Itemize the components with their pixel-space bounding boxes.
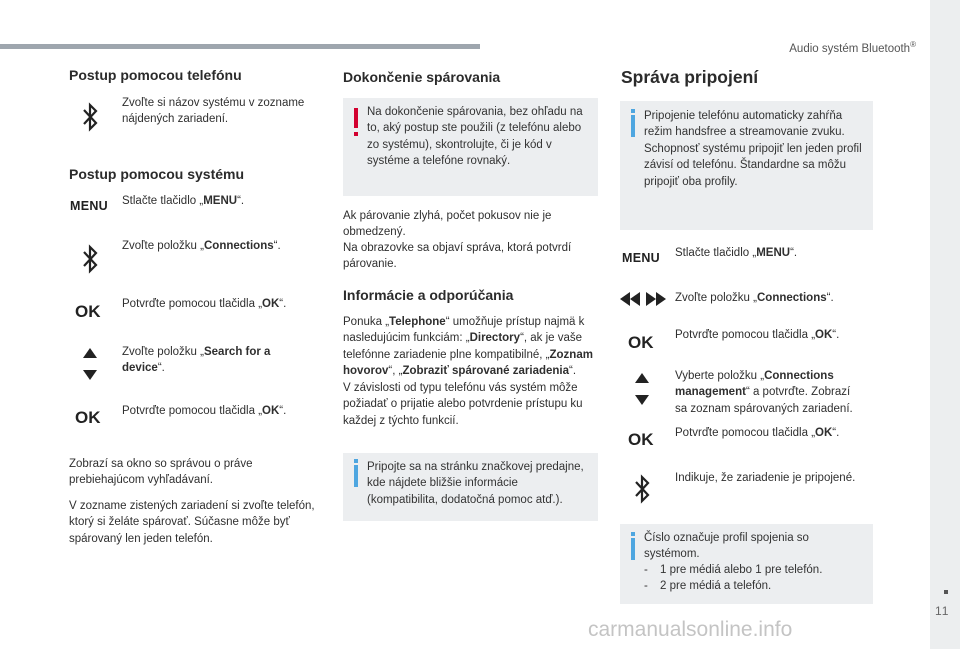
- bluetooth-icon: [82, 102, 98, 132]
- telephone-menu-text: Ponuka „Telephone“ umožňuje prístup najmä k nasledujúcim funkciám: „Directory“, ak je vaše telefónne zariadenie plne kompatibilné, „Zoznam hovorov“, „Zobraziť spárované zariadenia“.: [343, 316, 593, 378]
- manage-step-6: Indikuje, že zariadenie je pripojené.: [675, 472, 856, 484]
- warning-box: [343, 98, 598, 196]
- page-number: 11: [935, 604, 950, 618]
- manage-step-2: Zvoľte položku „Connections“.: [675, 292, 834, 304]
- dealer-note-text: Pripojte sa na stránku značkovej predajne, kde nájdete bližšie informácie (kompatibilita, dodatočná pomoc atď.).: [367, 461, 584, 506]
- searching-text: Zobrazí sa okno so správou o práve prebiehajúcom vyhľadávaní.: [69, 458, 253, 487]
- manage-step-4: Vyberte položku „Connections management“ a potvrďte. Zobrazí sa zoznam spárovaných zariadení.: [675, 370, 853, 415]
- ok-button-icon: OK: [75, 302, 101, 321]
- manage-step-1: Stlačte tlačidlo „MENU“.: [675, 247, 798, 259]
- system-procedure-heading: Postup pomocou systému: [69, 166, 245, 182]
- system-step-3: Potvrďte pomocou tlačidla „OK“.: [122, 298, 287, 310]
- warning-icon: [354, 108, 358, 128]
- note-box: [620, 101, 873, 230]
- system-step-4: Zvoľte položku „Search for a device“.: [122, 346, 271, 375]
- select-phone-text: V zozname zistených zariadení si zvoľte telefón, ktorý si želáte spárovať. Súčasne môže byť spárovaný len jeden telefón.: [69, 500, 315, 545]
- manage-step-3: Potvrďte pomocou tlačidla „OK“.: [675, 329, 840, 341]
- warning-text: Na dokončenie spárovania, bez ohľadu na to, aký postup ste použili (z telefónu alebo zo systému), skontrolujte, či je kód v systéme a telefóne rovnaký.: [367, 106, 583, 168]
- info-icon: [631, 538, 635, 560]
- system-step-5: Potvrďte pomocou tlačidla „OK“.: [122, 405, 287, 417]
- watermark: carmanualsonline.info: [588, 618, 793, 641]
- info-icon: [631, 115, 635, 137]
- profile-item-1: 1 pre médiá alebo 1 pre telefón.: [660, 564, 823, 576]
- info-recommendations-heading: Informácie a odporúčania: [343, 287, 514, 303]
- ok-button-icon: OK: [628, 333, 654, 352]
- manage-step-5: Potvrďte pomocou tlačidla „OK“.: [675, 427, 840, 439]
- left-right-arrows-icon: [620, 292, 666, 306]
- top-rule: [0, 44, 480, 49]
- system-step-2: Zvoľte položku „Connections“.: [122, 240, 281, 252]
- connection-management-heading: Správa pripojení: [621, 67, 759, 87]
- ok-button-icon: OK: [75, 408, 101, 427]
- pairing-failed-text: Ak párovanie zlyhá, počet pokusov nie je obmedzený.: [343, 210, 552, 239]
- note-box: [343, 453, 598, 521]
- pairing-completion-heading: Dokončenie spárovania: [343, 69, 501, 85]
- profile-number-intro: Číslo označuje profil spojenia so systémom.: [644, 532, 809, 561]
- bluetooth-icon: [82, 244, 98, 274]
- profile-item-2: 2 pre médiá a telefón.: [660, 580, 772, 592]
- list-dash: -: [644, 564, 648, 576]
- page-side-strip: [930, 0, 960, 649]
- note-box: [620, 524, 873, 604]
- running-header: Audio systém Bluetooth®: [789, 40, 916, 55]
- pairing-confirm-text: Na obrazovke sa objaví správa, ktorá potvrdí párovanie.: [343, 242, 572, 271]
- profiles-note-text: Pripojenie telefónu automaticky zahŕňa režim handsfree a streamovanie zvuku. Schopnosť systému pripojiť len jeden profil závisí od telefónu. Štandardne sa môžu pripojiť oba profily.: [644, 110, 862, 188]
- phone-type-text: V závislosti od typu telefónu vás systém môže požiadať o prijatie alebo potvrdenie prístupu ku každej z týchto funkcií.: [343, 382, 583, 427]
- up-down-arrows-icon: [634, 373, 650, 407]
- bluetooth-icon: [634, 474, 650, 504]
- phone-procedure-heading: Postup pomocou telefónu: [69, 67, 242, 83]
- system-step-1: Stlačte tlačidlo „MENU“.: [122, 195, 245, 207]
- info-icon: [354, 465, 358, 487]
- ok-button-icon: OK: [628, 430, 654, 449]
- phone-step-text: Zvoľte si názov systému v zozname nájdených zariadení.: [122, 97, 305, 126]
- list-dash: -: [644, 580, 648, 592]
- menu-button-icon: MENU: [622, 251, 661, 265]
- menu-button-icon: MENU: [70, 199, 109, 213]
- page-marker: [944, 590, 948, 594]
- up-down-arrows-icon: [82, 348, 98, 382]
